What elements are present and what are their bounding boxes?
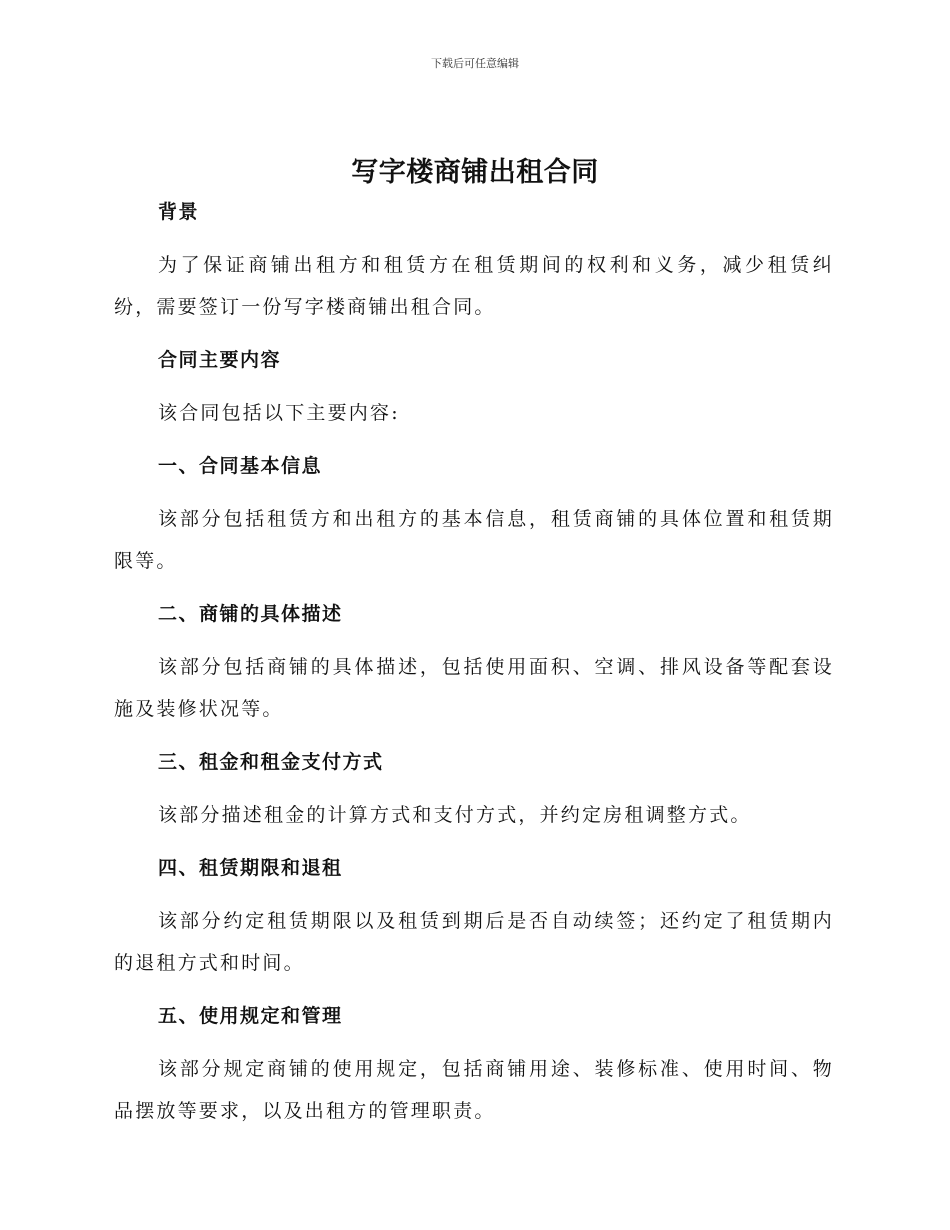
section-shop-description	[114, 596, 834, 744]
section-heading: 三、租金和租金支付方式	[158, 751, 384, 773]
section-background	[114, 194, 834, 342]
section-usage-rules	[114, 998, 834, 1132]
section-paragraph: 该部分描述租金的计算方式和支付方式，并约定房租调整方式。	[158, 804, 752, 826]
section-paragraph: 该部分约定租赁期限以及租赁到期后是否自动续签；还约定了租赁期内的退租方式和时间。	[114, 910, 834, 974]
section-lease-term	[114, 850, 834, 998]
section-heading: 合同主要内容	[158, 349, 282, 371]
section-paragraph: 该部分包括商铺的具体描述，包括使用面积、空调、排风设备等配套设施及装修状况等。	[114, 656, 834, 720]
section-rent-payment	[114, 744, 834, 850]
section-heading: 五、使用规定和管理	[158, 1005, 343, 1027]
section-heading: 一、合同基本信息	[158, 455, 323, 477]
document-title: 写字楼商铺出租合同	[351, 157, 599, 188]
section-main-content	[114, 342, 834, 448]
section-paragraph: 该部分包括租赁方和出租方的基本信息，租赁商铺的具体位置和租赁期限等。	[114, 508, 834, 572]
section-paragraph: 该部分规定商铺的使用规定，包括商铺用途、装修标准、使用时间、物品摆放等要求，以及出租方的管理职责。	[114, 1058, 834, 1122]
section-paragraph: 该合同包括以下主要内容:	[158, 402, 400, 424]
section-heading: 二、商铺的具体描述	[158, 603, 343, 625]
document-body	[114, 194, 834, 1132]
section-basic-info	[114, 448, 834, 596]
section-paragraph: 为了保证商铺出租方和租赁方在租赁期间的权利和义务，减少租赁纠纷，需要签订一份写字楼商铺出租合同。	[114, 254, 834, 318]
section-heading: 背景	[158, 201, 200, 223]
section-heading: 四、租赁期限和退租	[158, 857, 343, 879]
header-note: 下载后可任意编辑	[431, 57, 519, 70]
